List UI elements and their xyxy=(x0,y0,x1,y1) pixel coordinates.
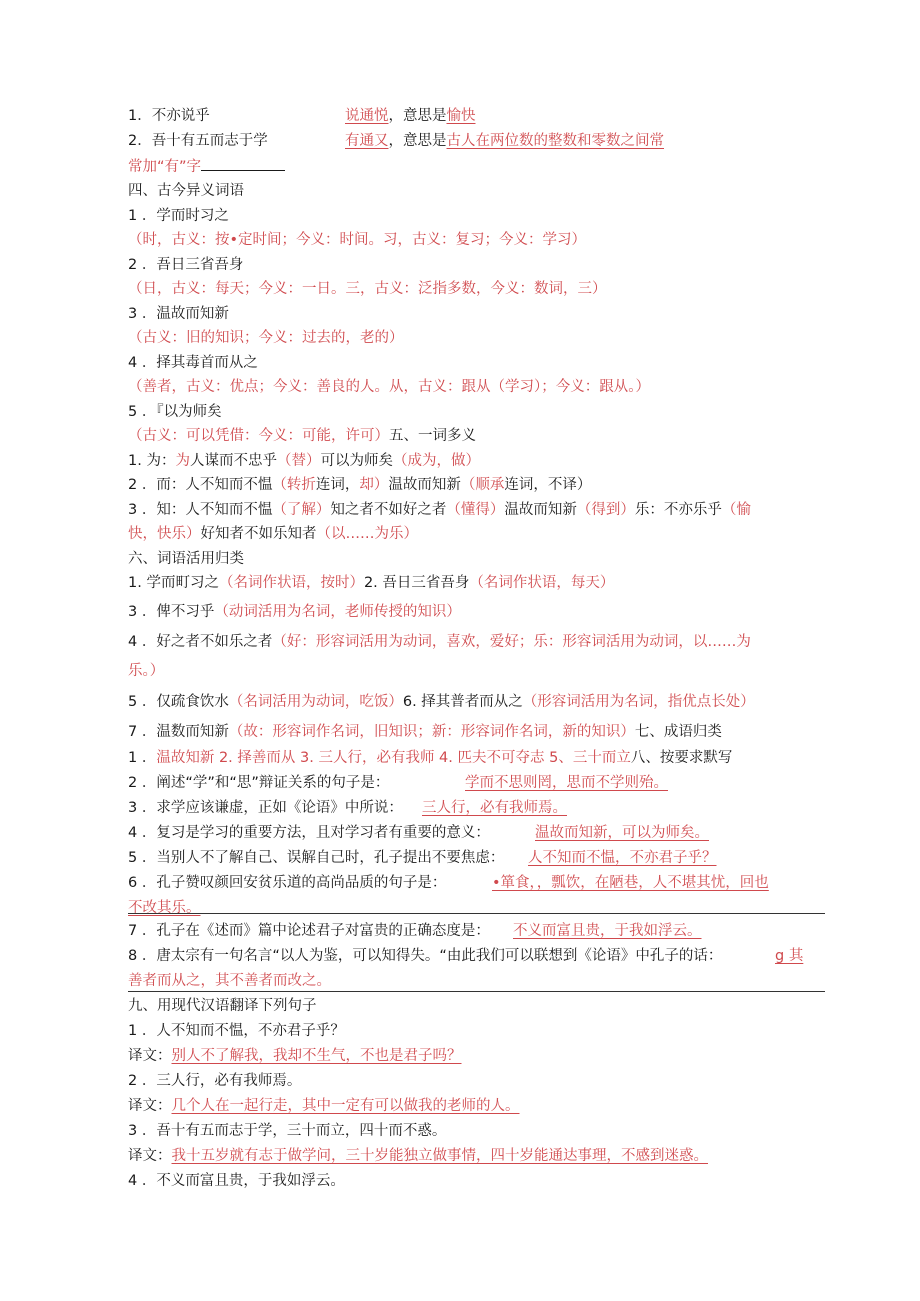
answer-text: 为 xyxy=(175,453,190,469)
question-line: 2 ．吾日三省吾身 xyxy=(128,257,244,273)
usage-line xyxy=(128,661,164,681)
question-text: 3 ．俾不习乎 xyxy=(128,604,215,620)
answer-text: （动词活用为名词，老师传授的知识） xyxy=(214,604,461,620)
usage-line xyxy=(128,602,461,622)
translate-line xyxy=(128,1146,708,1166)
answer-text: （替） xyxy=(276,453,321,469)
dictation-question: 8 ．唐太宗有一句名言“以人为鉴，可以知得失。“由此我们可以联想到《论语》中孔子的话： xyxy=(128,948,723,964)
tongjia-word: 说通悦 xyxy=(345,108,389,124)
answer-text: 温故知新 2. 择善而从 3. 三人行，必有我师 4. 匹夫不可夺志 5、三十而立 xyxy=(156,750,631,766)
dictation-answer: 不义而富且贵，于我如浮云。 xyxy=(513,923,702,939)
dictation-question: 3 ．求学应该谦虚，正如《论语》中所说： xyxy=(128,800,403,816)
answer-text: 却） xyxy=(359,477,389,493)
question-text: 人谋而不忠乎 xyxy=(189,453,277,469)
usage-line xyxy=(128,748,732,768)
usage-line xyxy=(128,722,722,742)
question-text: 乐：不亦乐乎 xyxy=(634,502,722,518)
translation-answer: 几个人在一起行走，其中一定有可以做我的老师的人。 xyxy=(171,1098,520,1114)
dictation-question: 6 ．孔子赞叹颜回安贫乐道的高尚品质的句子是： xyxy=(128,875,447,891)
polysemy-line xyxy=(128,451,480,471)
question-text: 知之者不如好之者 xyxy=(330,502,447,518)
answer-text: （名词作状语，按时） xyxy=(218,575,364,591)
tongjia-answer-1 xyxy=(345,106,476,126)
dictation-question: 5 ．当别人不了解自己、误解自己时，孔子提出不要焦虑： xyxy=(128,850,505,866)
answer-line: （时，古义：按•定时间；今义：时间。习，古义：复习；今义：学习） xyxy=(128,232,587,248)
answer-text: （以……为乐） xyxy=(316,526,418,542)
answer-text: （名词作状语，每天） xyxy=(469,575,615,591)
answer-text: （了解） xyxy=(272,502,331,518)
item-number: 1 xyxy=(128,108,138,124)
dictation-answer: g 其 xyxy=(775,948,804,964)
translation-answer: 别人不了解我，我却不生气，不也是君子吗？ xyxy=(171,1048,462,1064)
divider xyxy=(128,913,825,914)
polysemy-line xyxy=(128,524,418,544)
polysemy-line xyxy=(128,475,591,495)
dictation-answer: 温故而知新，可以为师矣。 xyxy=(535,825,709,841)
tongjia-mid: ，意思是 xyxy=(388,108,447,124)
question-text: 5 ．仅疏食饮水 xyxy=(128,694,229,710)
answer-text: （成为，做） xyxy=(392,453,480,469)
question-text: 温故而知新 xyxy=(504,502,577,518)
translate-question: 1 ．人不知而不愠，不亦君子乎？ xyxy=(128,1023,345,1039)
translation-label: 译文： xyxy=(128,1098,172,1114)
tongjia-row-1 xyxy=(128,106,210,126)
answer-text: （顺承 xyxy=(460,477,505,493)
translation-label: 译文： xyxy=(128,1148,172,1164)
question-text: 七、成语归类 xyxy=(634,724,722,740)
question-line: 1 ．学而时习之 xyxy=(128,208,229,224)
answer-text: （故：形容词作名词，旧知识；新：形容词作名词，新的知识） xyxy=(228,724,635,740)
section-heading: 六、词语活用归类 xyxy=(128,551,244,567)
question-text: 好知者不如乐知者 xyxy=(200,526,317,542)
answer-text: （名词活用为动词，吃饭） xyxy=(228,694,403,710)
answer-text: （好：形容词活用为动词，喜欢，爱好；乐：形容词活用为动词，以……为 xyxy=(272,634,751,650)
item-number: 2 xyxy=(128,133,138,149)
section-heading: 九、用现代汉语翻译下列句子 xyxy=(128,998,317,1014)
tongjia-meaning: 古人在两位数的整数和零数之间常 xyxy=(446,133,664,149)
usage-line xyxy=(128,573,614,593)
question-text: 温故而知新 xyxy=(388,477,461,493)
dictation-answer-cont: 不改其乐。 xyxy=(128,900,201,916)
polysemy-line xyxy=(128,500,751,520)
tongjia-meaning: 愉快 xyxy=(446,108,476,124)
answer-text: （形容词活用为名词，指优点长处） xyxy=(522,694,755,710)
question-text: 连词，不译） xyxy=(504,477,592,493)
sentence: ．吾十有五而志于学 xyxy=(137,133,268,149)
answer-text: 乐。） xyxy=(128,663,165,679)
answer-text: （得到） xyxy=(576,502,635,518)
answer-text: （古义：可以凭借：今义：可能，许可） xyxy=(128,428,389,444)
translation-label: 译文： xyxy=(128,1048,172,1064)
question-text: 1 ． xyxy=(128,750,157,766)
translate-line xyxy=(128,1046,462,1066)
question-text: 7 ．温数而知新 xyxy=(128,724,229,740)
question-text: 1. 学而町习之 xyxy=(128,575,219,591)
section-heading: 五、一词多义 xyxy=(389,428,476,444)
answer-text: （懂得） xyxy=(446,502,505,518)
question-line: 5 ．『以为师矣 xyxy=(128,404,222,420)
answer-line: （日，古义：每天；今义：一日。三，古义：泛指多数，今义：数词，三） xyxy=(128,281,607,297)
question-line: 3 ．温故而知新 xyxy=(128,306,229,322)
question-text: 八、按要求默写 xyxy=(630,750,733,766)
divider xyxy=(128,991,825,992)
tongjia-row-2-cont xyxy=(128,156,285,177)
translate-question: 4 ．不义而富且贵，于我如浮云。 xyxy=(128,1173,345,1189)
dictation-answer: •箪食，，瓢饮，在陋巷，人不堪其忧，回也 xyxy=(492,875,769,891)
question-text: 2. 吾日三省吾身 xyxy=(363,575,470,591)
dictation-question: 4 ．复习是学习的重要方法，且对学习者有重要的意义： xyxy=(128,825,490,841)
sentence: ．不亦说乎 xyxy=(137,108,210,124)
translate-question: 2 ．三人行，必有我师焉。 xyxy=(128,1073,302,1089)
answer-line xyxy=(128,426,476,446)
dictation-question: 7 ．孔子在《述而》篇中论述君子对富贵的正确态度是： xyxy=(128,923,490,939)
dictation-answer: 三人行，必有我师焉。 xyxy=(422,800,567,816)
question-text: 2 ．而：人不知而不愠 xyxy=(128,477,273,493)
dictation-question: 2 ．阐述“学”和“思”辩证关系的句子是： xyxy=(128,775,390,791)
fill-blank xyxy=(201,156,285,171)
translate-line xyxy=(128,1096,520,1116)
question-line: 4 ．择其毒首而从之 xyxy=(128,355,258,371)
section-heading: 四、古今异义词语 xyxy=(128,183,244,199)
tongjia-meaning-cont: 常加“有”字 xyxy=(128,159,202,175)
question-text: 6. 择其普者而从之 xyxy=(402,694,523,710)
answer-text: （愉 xyxy=(721,502,751,518)
answer-line: （古义：旧的知识；今义：过去的，老的） xyxy=(128,330,404,346)
tongjia-word: 有通又 xyxy=(345,133,389,149)
usage-line xyxy=(128,632,751,652)
question-text: 可以为师矣 xyxy=(320,453,393,469)
tongjia-row-2 xyxy=(128,131,268,151)
translation-answer: 我十五岁就有志于做学问，三十岁能独立做事情，四十岁能通达事理，不感到迷惑。 xyxy=(171,1148,708,1164)
answer-text: （转折 xyxy=(272,477,316,493)
dictation-answer: 人不知而不愠，不亦君子乎？ xyxy=(528,850,717,866)
answer-text: 快，快乐） xyxy=(128,526,201,542)
tongjia-mid: ，意思是 xyxy=(388,133,447,149)
answer-line: （善者，古义：优点；今义：善良的人。从，古义：跟从（学习）；今义：跟从。） xyxy=(128,379,650,395)
question-text: 4 ．好之者不如乐之者 xyxy=(128,634,273,650)
question-text: 1. 为： xyxy=(128,453,176,469)
dictation-answer: 学而不思则罔，思而不学则殆。 xyxy=(465,775,668,791)
dictation-answer-cont: 善者而从之，其不善者而改之。 xyxy=(128,973,331,989)
question-text: 3 ．知：人不知而不愠 xyxy=(128,502,273,518)
translate-question: 3 ．吾十有五而志于学，三十而立，四十而不惑。 xyxy=(128,1123,447,1139)
question-text: 连词， xyxy=(315,477,360,493)
tongjia-answer-2 xyxy=(345,131,664,151)
usage-line xyxy=(128,692,755,712)
